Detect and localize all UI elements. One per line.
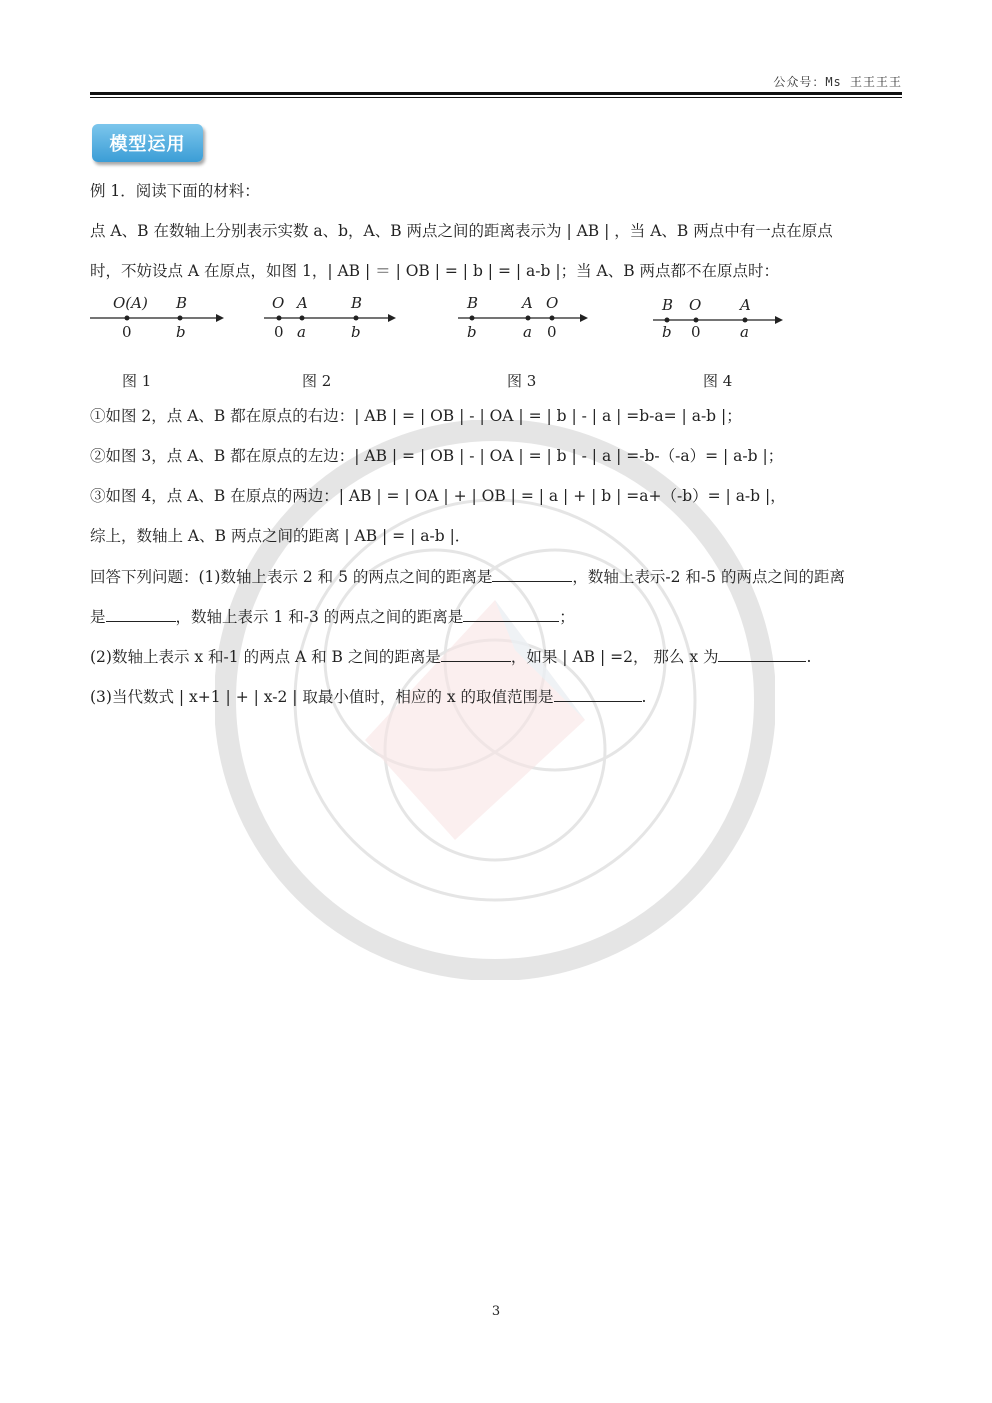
number-line-figure-4 [651,292,791,356]
answer-blank-4[interactable] [441,645,511,662]
question-1-text-c: 是 [90,608,106,626]
page-number: 3 [491,1304,501,1319]
question-1-line-2 [90,605,575,627]
fig2-label-top-3: B [351,294,363,312]
figure-caption-3: 图 3 [507,372,537,390]
paragraph-line-1: 点 A、B 在数轴上分别表示实数 a、b，A、B 两点之间的距离表示为 | AB | ，当 A、B 两点中有一点在原点 [90,222,833,240]
fig4-label-top-2: O [689,296,702,314]
example-title: 例 1．阅读下面的材料： [90,182,260,200]
fig4-label-bottom-2: 0 [691,323,701,341]
fig2-label-bottom-1: 0 [274,323,284,341]
fig3-label-bottom-2: a [523,323,532,341]
fig1-label-top-1: O(A) [113,294,148,312]
question-1-text-d: ，数轴上表示 1 和-3 的两点之间的距离是 [175,608,464,626]
question-2-text-a: (2)数轴上表示 x 和-1 的两点 A 和 B 之间的距离是 [90,648,441,666]
fig2-label-top-1: O [272,294,285,312]
fig2-label-bottom-3: b [351,323,361,341]
number-line-figure-3 [456,292,596,356]
case-line-2: ②如图 3，点 A、B 都在原点的左边：| AB | = | OB | - | OA | = | b | - | a | =-b-（-a）= | a-b |； [90,447,784,465]
fig3-label-bottom-1: b [467,323,477,341]
fig3-label-bottom-3: 0 [547,323,557,341]
header-rule-thin [90,97,902,98]
header-rule [90,92,902,95]
number-line-figure-1 [88,292,228,356]
question-2-line [90,645,811,667]
case-line-3: ③如图 4，点 A、B 在原点的两边：| AB | = | OA | + | OB | = | a | + | b | =a+（-b）= | a-b |， [90,487,786,505]
question-3-text-a: (3)当代数式 | x+1 | + | x-2 | 取最小值时，相应的 x 的取值范围是 [90,688,554,706]
fig1-label-bottom-1: 0 [122,323,132,341]
answer-blank-2[interactable] [106,605,176,622]
fig3-label-top-3: O [546,294,559,312]
figure-caption-1: 图 1 [122,372,152,390]
fig3-label-top-2: A [522,294,533,312]
fig1-label-top-2: B [176,294,188,312]
answer-blank-6[interactable] [554,685,642,702]
case-line-1: ①如图 2，点 A、B 都在原点的右边：| AB | = | OB | - | OA | = | b | - | a | =b-a= | a-b |； [90,407,742,425]
fig4-label-bottom-1: b [662,323,672,341]
question-1-text-b: ，数轴上表示-2 和-5 的两点之间的距离 [572,568,845,586]
fig4-label-bottom-3: a [740,323,749,341]
answer-blank-3[interactable] [463,605,559,622]
figure-caption-4: 图 4 [703,372,733,390]
header-text: 公众号：Ms 王王王王 [773,75,902,89]
page-header [90,70,902,98]
fig2-label-top-2: A [297,294,308,312]
number-line-figure-2 [262,292,402,356]
summary-line: 综上，数轴上 A、B 两点之间的距离 | AB | = | a-b |． [90,527,471,545]
fig4-label-top-3: A [740,296,751,314]
answer-blank-1[interactable] [492,565,572,582]
fig3-label-top-1: B [467,294,479,312]
section-badge: 模型运用 [92,124,203,162]
question-2-text-c: . [806,648,812,666]
paragraph-line-2: 时，不妨设点 A 在原点，如图 1，| AB | ＝ | OB | = | b | = | a-b |；当 A、B 两点都不在原点时： [90,262,780,280]
answer-blank-5[interactable] [718,645,806,662]
question-1-text-e: ； [559,608,575,626]
figure-caption-2: 图 2 [302,372,332,390]
fig2-label-bottom-2: a [297,323,306,341]
fig1-label-bottom-2: b [176,323,186,341]
question-1-line-1 [90,565,845,587]
question-3-line [90,685,646,707]
question-1-text-a: 回答下列问题：(1)数轴上表示 2 和 5 的两点之间的距离是 [90,568,493,586]
fig4-label-top-1: B [662,296,674,314]
question-3-text-b: . [641,688,647,706]
question-2-text-b: ，如果 | AB | =2， 那么 x 为 [510,648,719,666]
